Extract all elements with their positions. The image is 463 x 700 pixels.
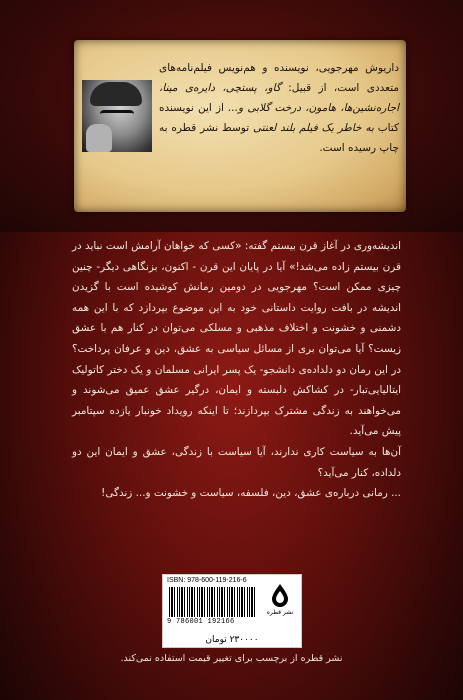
description-paragraph-1: اندیشه‌وری در آغاز قرن بیستم گفته: «کسی که خواهان آرامش است نباید در قرن بیستم زاده می‌شد!» آیا در پایان این قرن - اکنون، بزنگاهی دیگر- چنین چیزی ممکن است؟ مهرجویی در دومین رمانش کوشیده است با گزیدن اندیشه در بافت روایت داستانی خود به این موضوع بپردازد که با این همه دشمنی و خشونت و اختلاف مذهبی و مسلکی می‌توان در کنار هم با عشق زیست؟ آیا می‌توان بری از مسائل سیاسی به عشق، دین و عرفان پرداخت؟ در این رمان دو دلداده‌ی دانشجو- یک پسر ایرانی مسلمان و یک دختر کاتولیک ایتالیایی‌تبار- در کشاکش دلبسته و ایمان، درگیر عشق عمیق می‌شوند و می‌خواهند به زندگی مشترک بپردازند؛ تا اینکه رویداد خونبار یازده سپتامبر پیش می‌آید. — [72, 240, 401, 438]
bio-book-title: به خاطر یک فیلم بلند لعنتی — [252, 122, 374, 134]
barcode-bars — [169, 587, 257, 617]
description-paragraph-2: آن‌ها به سیاست کاری ندارند، آیا سیاست با زندگی، عشق و ایمان این دو دلداده، کنار می‌آید؟ — [72, 445, 401, 479]
portrait-hair — [90, 82, 142, 106]
description-paragraph-3: ... رمانی درباره‌ی عشق، دین، فلسفه، سیاست و خشونت و... زندگی! — [101, 487, 401, 500]
isbn-label: ISBN: 978-600-119-216-6 — [167, 577, 247, 584]
barcode-digits: 9 786001 192166 — [167, 618, 235, 626]
bio-line-2: از این نویسنده کتاب — [159, 102, 399, 134]
bio-works-list: گاو، پستچی، دایره‌ی مینا، اجاره‌نشین‌ها، هامون، درخت گلابی و... — [159, 82, 400, 114]
publisher-logo — [265, 583, 295, 623]
barcode-panel — [162, 574, 302, 634]
author-portrait — [82, 80, 152, 152]
book-description — [72, 236, 401, 504]
publisher-logo-text: نشر قطره — [266, 609, 294, 616]
drop-logo-icon — [269, 583, 291, 607]
price-sticker-note: نشر قطره از برچسب برای تغییر قیمت استفاده نمی‌کند. — [120, 653, 343, 664]
portrait-glasses — [100, 110, 134, 121]
portrait-hand — [86, 124, 112, 152]
price-label: ۲۳۰۰۰۰ تومان — [162, 633, 302, 648]
bio-line-3: توسط نشر قطره به چاپ رسیده است. — [159, 122, 399, 154]
author-bio-text — [159, 58, 399, 158]
bio-line-1: داریوش مهرجویی، نویسنده و هم‌نویس فیلم‌نامه‌های متعددی است، از قبیل: — [159, 62, 399, 94]
